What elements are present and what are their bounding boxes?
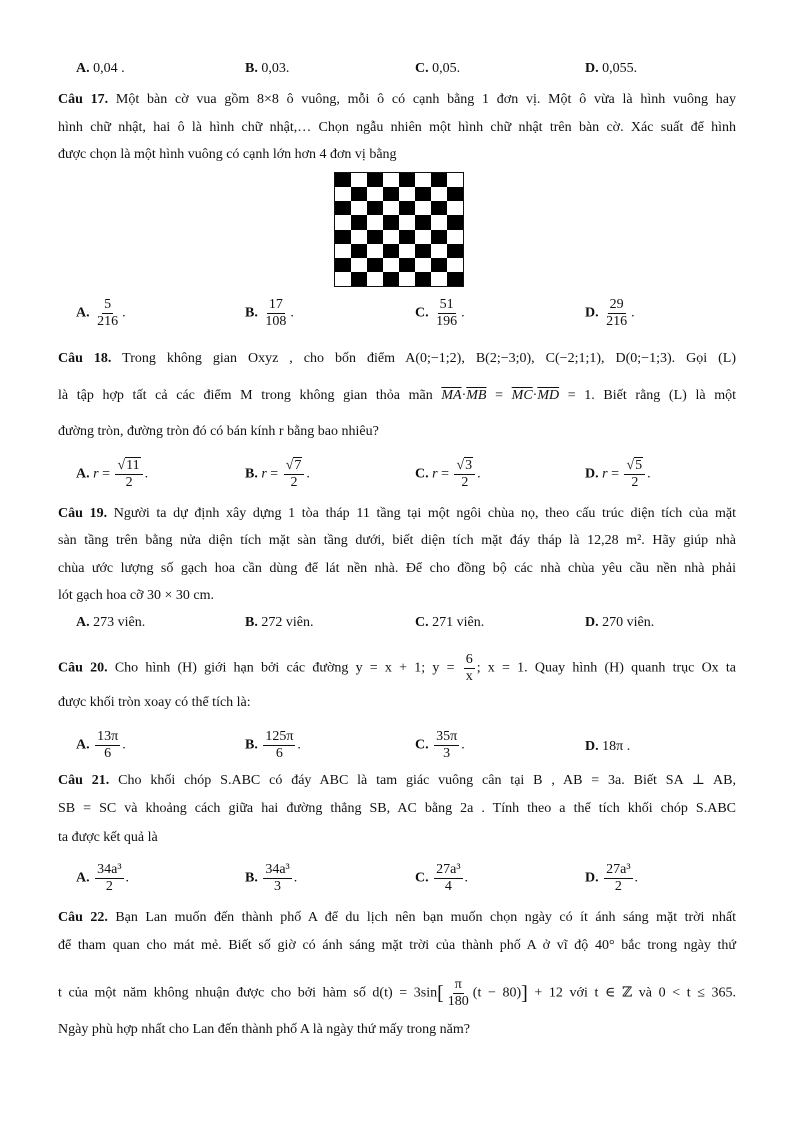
board-square	[447, 201, 463, 215]
board-square	[367, 173, 383, 187]
board-square	[447, 244, 463, 258]
q20-option-a: A. $\frac{13\pi}{6}$ .	[76, 729, 126, 761]
q17-line-2: hình chữ nhật, hai ô là hình chữ nhật,… Chọn ngẫu nhiên một hình chữ nhật trên bàn cờ. Xác suất để hình	[58, 120, 736, 135]
q18-option-c: C. r = $\frac{√3}{2}$ .	[415, 458, 481, 490]
q20-option-d: D. 18π .	[585, 739, 631, 754]
board-square	[383, 215, 399, 229]
q17-option-b: B. $\frac{17}{108}$ .	[245, 297, 294, 329]
board-square	[383, 173, 399, 187]
board-square	[399, 272, 415, 286]
q18-line-3: đường tròn, đường tròn đó có bán kính r bằng bao nhiêu?	[58, 424, 379, 439]
board-square	[335, 173, 351, 187]
board-square	[383, 272, 399, 286]
q22-line-4: Ngày phù hợp nhất cho Lan đến thành phố A là ngày thứ mấy trong năm?	[58, 1022, 470, 1037]
q21-option-b: B. $\frac{\text{34a³}}{3}$ .	[245, 862, 298, 894]
board-square	[399, 201, 415, 215]
board-square	[415, 258, 431, 272]
board-square	[351, 173, 367, 187]
board-square	[335, 215, 351, 229]
board-square	[351, 187, 367, 201]
q16-option-d: D. 0,055.	[585, 61, 638, 76]
q21-option-d: D. $\frac{\text{27a³}}{2}$ .	[585, 862, 639, 894]
board-square	[383, 201, 399, 215]
q21-option-a: A. $\frac{\text{34a³}}{2}$ .	[76, 862, 130, 894]
board-square	[431, 244, 447, 258]
chessboard-figure	[334, 172, 464, 287]
board-square	[431, 201, 447, 215]
q22-line-3: t của một năm không nhuận được cho bởi hàm số d(t) = 3sin[ $\frac{\pi}{180}$ (t − 80)] + 12 với t ∈ ℤ và 0 < t ≤ 365.	[58, 977, 737, 1009]
board-square	[351, 244, 367, 258]
board-square	[351, 258, 367, 272]
q19-option-b: B. 272 viên.	[245, 615, 314, 630]
q19-option-a: A. 273 viên.	[76, 615, 146, 630]
board-square	[383, 230, 399, 244]
board-square	[367, 201, 383, 215]
q21-line-3: ta được kết quả là	[58, 830, 158, 845]
q16-option-b: B. 0,03.	[245, 61, 290, 76]
board-square	[367, 215, 383, 229]
board-square	[447, 272, 463, 286]
board-square	[431, 272, 447, 286]
q18-option-b: B. r = $\frac{√7}{2}$ .	[245, 458, 310, 490]
q20-option-b: B. $\frac{125\pi}{6}$ .	[245, 729, 301, 761]
q18-option-a: A. r = $\frac{√11}{2}$ .	[76, 458, 149, 490]
board-square	[351, 272, 367, 286]
q19-line-4: lót gạch hoa cỡ 30 × 30 cm.	[58, 588, 215, 603]
board-square	[383, 258, 399, 272]
q18-option-d: D. r = $\frac{√5}{2}$ .	[585, 458, 651, 490]
board-square	[431, 230, 447, 244]
board-square	[399, 173, 415, 187]
q19-line-2: sàn tầng trên bằng nửa diện tích mặt sàn tầng dưới, biết diện tích mặt đáy tháp là 12,28 m². Hãy giúp nhà	[58, 533, 736, 548]
q16-option-a: A. 0,04 .	[76, 61, 125, 76]
q21-line-1: Câu 21. Cho khối chóp S.ABC có đáy ABC là tam giác vuông cân tại B , AB = 3a. Biết SA ⊥ AB,	[58, 773, 736, 788]
board-square	[447, 173, 463, 187]
board-square	[335, 244, 351, 258]
board-square	[335, 272, 351, 286]
q20-option-c: C. $\frac{35\pi}{3}$ .	[415, 729, 465, 761]
board-square	[447, 258, 463, 272]
board-square	[447, 187, 463, 201]
board-square	[383, 244, 399, 258]
q19-option-d: D. 270 viên.	[585, 615, 655, 630]
board-square	[383, 187, 399, 201]
board-square	[367, 244, 383, 258]
q21-option-c: C. $\frac{\text{27a³}}{4}$ .	[415, 862, 469, 894]
board-square	[415, 201, 431, 215]
board-square	[399, 244, 415, 258]
q19-option-c: C. 271 viên.	[415, 615, 485, 630]
q20-line-2: được khối tròn xoay có thể tích là:	[58, 695, 251, 710]
q18-line-1: Câu 18. Trong không gian Oxyz , cho bốn điểm A(0;−1;2), B(2;−3;0), C(−2;1;1), D(0;−1;3). Gọi (L)	[58, 351, 736, 366]
board-square	[351, 230, 367, 244]
q19-line-3: chùa ước lượng số gạch hoa cần dùng để lát nền nhà. Để cho đồng bộ các nhà chùa yêu cầu nền nhà phải	[58, 561, 736, 576]
board-square	[431, 173, 447, 187]
q19-line-1: Câu 19. Người ta dự định xây dựng 1 tòa tháp 11 tầng tại một ngôi chùa nọ, theo cấu trúc diện tích của mặt	[58, 506, 737, 521]
board-square	[399, 230, 415, 244]
board-square	[335, 258, 351, 272]
board-square	[431, 258, 447, 272]
q17-option-d: D. $\frac{29}{216}$ .	[585, 297, 635, 329]
board-square	[367, 258, 383, 272]
board-square	[415, 173, 431, 187]
board-square	[431, 187, 447, 201]
q22-line-1: Câu 22. Bạn Lan muốn đến thành phố A để du lịch nên bạn muốn chọn ngày có ít ánh sáng mặt trời nhất	[58, 910, 736, 925]
board-square	[335, 187, 351, 201]
board-square	[399, 258, 415, 272]
board-square	[367, 187, 383, 201]
board-square	[335, 230, 351, 244]
q17-option-a: A. $\frac{5}{216}$ .	[76, 297, 126, 329]
q21-line-2: SB = SC và khoảng cách giữa hai đường thẳng SB, AC bằng 2a . Tính theo a thể tích khối chóp S.ABC	[58, 801, 736, 816]
q16-option-c: C. 0,05.	[415, 61, 461, 76]
q17-option-c: C. $\frac{51}{196}$ .	[415, 297, 465, 329]
board-square	[415, 244, 431, 258]
board-square	[415, 272, 431, 286]
board-square	[351, 215, 367, 229]
board-square	[367, 272, 383, 286]
q20-line-1: Câu 20. Cho hình (H) giới hạn bởi các đường y = x + 1; y = $\frac{6}{x}$ ; x = 1. Quay hình (H) quanh trục Ox ta	[58, 652, 736, 684]
q17-line-1: Câu 17. Một bàn cờ vua gồm 8×8 ô vuông, mỗi ô có cạnh bằng 1 đơn vị. Một ô vừa là hình vuông hay	[58, 92, 736, 107]
board-square	[399, 215, 415, 229]
board-square	[415, 215, 431, 229]
board-square	[415, 230, 431, 244]
board-square	[399, 187, 415, 201]
board-square	[335, 201, 351, 215]
board-square	[447, 215, 463, 229]
board-square	[351, 201, 367, 215]
board-square	[367, 230, 383, 244]
q18-line-2: là tập hợp tất cả các điểm M trong không gian thỏa mãn $\overline{MA}\cdot\overline{MB} = \overline{MC}\cdot\overline{MD} = 1$. Biết rằng (L) là một	[58, 388, 736, 403]
board-square	[415, 187, 431, 201]
board-square	[431, 215, 447, 229]
q22-line-2: để tham quan cho mát mẻ. Biết số giờ có ánh sáng mặt trời của thành phố A ở vĩ độ 40° bắc trong ngày thứ	[58, 938, 736, 953]
board-square	[447, 230, 463, 244]
q17-line-3: được chọn là một hình vuông có cạnh lớn hơn 4 đơn vị bằng	[58, 147, 397, 162]
